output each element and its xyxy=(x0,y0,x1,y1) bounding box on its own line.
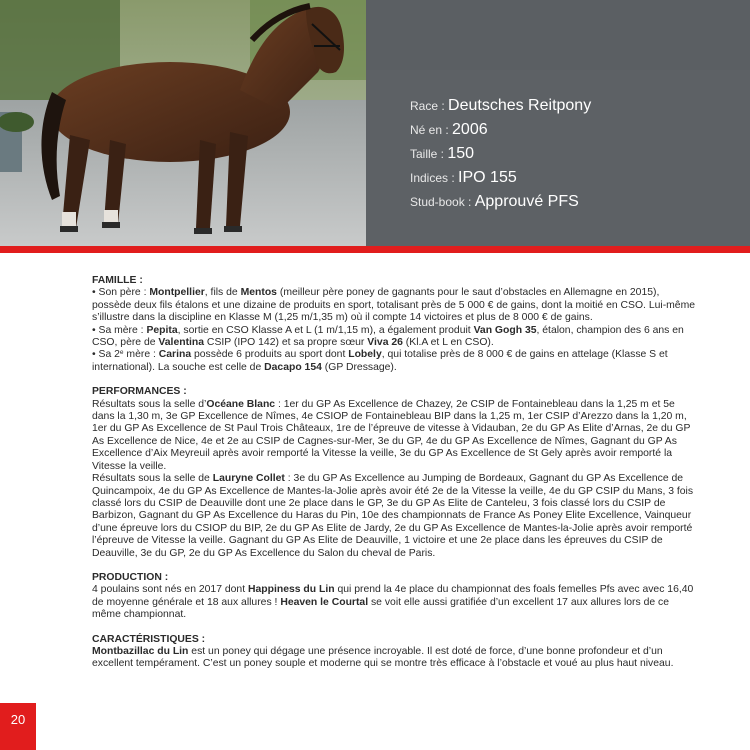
famille-mere xyxy=(92,325,698,350)
pere-intro: • Son père : xyxy=(92,287,150,299)
info-size xyxy=(410,142,591,166)
pere-sire: Mentos xyxy=(240,287,277,299)
r1-rider: Océane Blanc xyxy=(206,398,276,410)
page-number: 20 xyxy=(0,703,36,750)
performances-r2 xyxy=(92,473,698,560)
car-name: Montbazillac du Lin xyxy=(92,645,189,657)
size-value: 150 xyxy=(447,145,475,162)
performances-title: PERFORMANCES : xyxy=(92,386,187,398)
mere-text-4: (Kl.A et L en CSO). xyxy=(402,337,494,349)
gm-souche: Dacapo 154 xyxy=(264,361,322,373)
info-race xyxy=(410,94,591,118)
mere-prod: Van Gogh 35 xyxy=(473,324,537,336)
gm-prod: Lobely xyxy=(348,349,382,361)
section-famille xyxy=(92,275,698,374)
horse-illustration xyxy=(0,0,366,246)
gm-text-2: , qui totalise près de 8 000 € de gains en attelage (Klasse S et international). La souche est celle de xyxy=(92,349,668,373)
production-title: PRODUCTION : xyxy=(92,571,169,583)
article-body xyxy=(92,275,698,671)
gm-name: Carina xyxy=(158,349,192,361)
race-value: Deutsches Reitpony xyxy=(448,97,592,114)
caracteristiques-text xyxy=(92,646,698,671)
caracteristiques-title: CARACTÉRISTIQUES : xyxy=(92,633,206,645)
production-text xyxy=(92,584,698,621)
studbook-value: Approuvé PFS xyxy=(474,193,579,210)
r1-intro: Résultats sous la selle d’ xyxy=(92,398,207,410)
famille-pere xyxy=(92,287,698,324)
gm-sup: e xyxy=(119,349,124,357)
pere-name: Montpellier xyxy=(149,287,205,299)
gm-intro: • Sa 2 xyxy=(92,349,120,361)
info-studbook xyxy=(410,190,591,214)
horse-info-list xyxy=(410,94,591,214)
mere-text-3: CSIP (IPO 142) et sa propre sœur xyxy=(204,337,368,349)
size-label: Taille : xyxy=(410,147,448,161)
section-production xyxy=(92,572,698,622)
r2-intro: Résultats sous la selle de xyxy=(92,473,213,485)
mere-prod-2: Valentina xyxy=(158,337,205,349)
prod-text-2: qui prend la 4e place du championnat des foals femelles Pfs avec avec 16,40 de moyenne générale et 18 aux allures ! xyxy=(92,584,694,608)
studbook-label: Stud-book : xyxy=(410,195,475,209)
car-text: est un poney qui dégage une présence incroyable. Il est doté de force, d’une bonne profondeur et d’un excellent tempérament. C’est un poney souple et moderne qui se montre très efficace à l’obstacle et voué au plus haut niveau. xyxy=(92,645,674,670)
prod-text-3: se voit elle aussi gratifiée d’un excellent 17 aux allures lors de ce même championnat. xyxy=(92,596,670,621)
mere-text-2: , étalon, champion des 6 ans en CSO, père de xyxy=(92,324,684,349)
prod-name-2: Heaven le Courtal xyxy=(280,596,369,608)
mere-name: Pepita xyxy=(146,324,178,336)
horse-photo xyxy=(0,0,366,246)
indices-value: IPO 155 xyxy=(458,169,517,186)
mere-text-1: , sortie en CSO Klasse A et L (1 m/1,15 m), a également produit xyxy=(177,324,474,336)
born-label: Né en : xyxy=(410,123,453,137)
r2-rider: Lauryne Collet xyxy=(212,473,285,485)
born-value: 2006 xyxy=(452,121,488,138)
r1-text: : 1er du GP As Excellence de Chazey, 2e CSIP de Fontainebleau dans la 1,25 m et 5e dans la 1,30 m, 3e GP Excellence de Nîmes, 4e CSIOP de Fontainebleau BIP dans la 1,25 m, 1er CSIP d’Arezzo dans la 1,20 m, 1er du GP As Excellence de St Paul Trois Châteaux, 1re de l’épreuve de vitesse à Vidauban, 2e du GP As Elite d’Arnas, 2e du GP As Excellence de Nice, 4e et 2e au CSIP de Cagnes-sur-Mer, 3e du GP, 4e du GP As Excellence de Nîmes, Gagnant du GP As Excellence d’Aix Meyreuil après avoir remporté la Vitesse la veille, 3e du GP As Excellence de St Gely après avoir remporté la Vitesse la veille. xyxy=(92,398,691,472)
info-indices xyxy=(410,166,591,190)
gm-text-3: (GP Dressage). xyxy=(321,361,397,373)
prod-text-1: 4 poulains sont nés en 2017 dont xyxy=(92,584,248,596)
race-label: Race : xyxy=(410,99,449,113)
hero-banner xyxy=(0,0,750,246)
info-born xyxy=(410,118,591,142)
performances-r1 xyxy=(92,399,698,473)
gm-intro-2: mère : xyxy=(123,349,159,361)
gm-text-1: possède 6 produits au sport dont xyxy=(191,349,349,361)
accent-band xyxy=(0,246,750,253)
pere-text: (meilleur père poney de gagnants pour le saut d’obstacles en Allemagne en 2015), possède deux fils étalons et une dizaine de produits en sport, totalisant près de 5 000 € de gains, dont la moitié en CSO. Lui-même s’illustre dans la discipline en Klasse M (1,25 m/1,35 m) où il compte 14 victoires et plus de 8 000 € de gains. xyxy=(92,287,696,324)
section-performances xyxy=(92,386,698,560)
mere-sister: Viva 26 xyxy=(367,337,403,349)
section-caracteristiques xyxy=(92,634,698,671)
famille-title: FAMILLE : xyxy=(92,275,143,286)
indices-label: Indices : xyxy=(410,171,459,185)
pere-link: , fils de xyxy=(204,287,241,299)
prod-name-1: Happiness du Lin xyxy=(247,584,335,596)
famille-grand-mere xyxy=(92,349,698,374)
mere-intro: • Sa mère : xyxy=(92,324,147,336)
r2-text: : 3e du GP As Excellence au Jumping de Bordeaux, Gagnant du GP As Excellence de Quincampoix, 4e du GP As Excellence de Mantes-la-Jolie après avoir été 2e de la Vitesse la veille, 4e du GP CSIP du Mans, 3 fois classé lors du CSIP de Deauville dont une 2e place dans le GP, 3e du GP As Elite de Canteleu, 3 fois classé lors du CSIP de Barbizon, Gagnant du GP As Excellence du Haras du Pin, 10e des championnats de France As Poney Elite Excellence, Vainqueur d’une épreuve lors du CSIOP du BIP, 2e du GP As Elite de Jardy, 2e du GP As Excellence de Mantes-la-Jolie après avoir remporté l’épreuve de Vitesse la veille. Gagnant du GP As Elite de Deauville, 1 victoire et une 2e place dans les épreuves du CSIP de Deauville, 3e du GP, 2e du GP As Excellence du Salon du cheval de Paris. xyxy=(92,473,694,559)
